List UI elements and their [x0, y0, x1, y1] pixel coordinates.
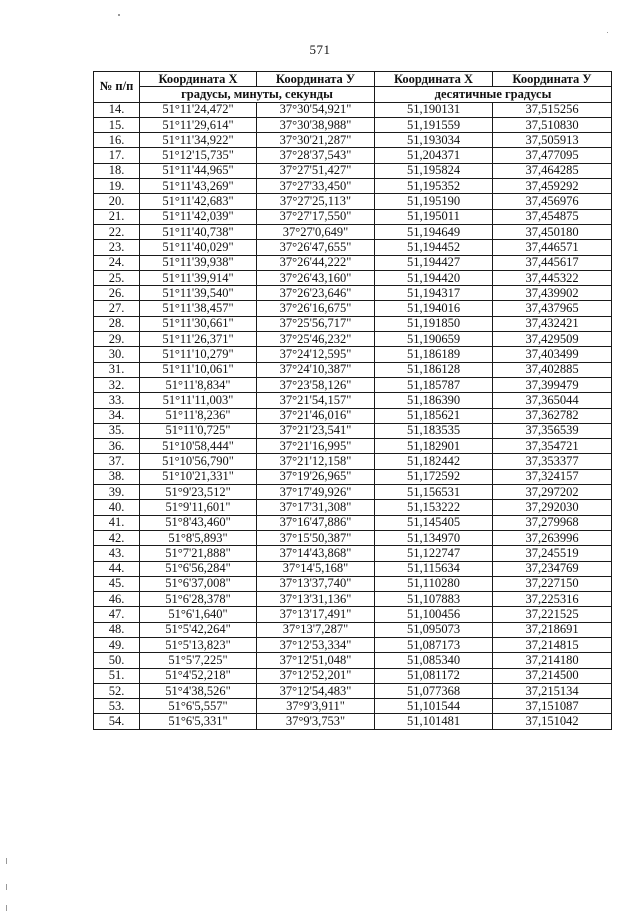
- cell-coord-y-decimal: 37,429509: [493, 332, 612, 347]
- cell-coord-x-dms: 51°6'56,284": [140, 561, 257, 576]
- cell-coord-x-decimal: 51,122747: [375, 546, 493, 561]
- table-row: [94, 301, 612, 316]
- cell-coord-x-dms: 51°8'5,893": [140, 530, 257, 545]
- cell-row-index: 30.: [94, 347, 140, 362]
- table-row: [94, 530, 612, 545]
- cell-coord-y-decimal: 37,151087: [493, 699, 612, 714]
- cell-coord-y-dms: 37°21'12,158": [257, 454, 375, 469]
- cell-coord-x-decimal: 51,183535: [375, 423, 493, 438]
- table-row: [94, 699, 612, 714]
- cell-coord-y-decimal: 37,324157: [493, 469, 612, 484]
- cell-coord-y-decimal: 37,354721: [493, 439, 612, 454]
- cell-coord-y-dms: 37°15'50,387": [257, 530, 375, 545]
- cell-coord-x-decimal: 51,194016: [375, 301, 493, 316]
- table-row: [94, 668, 612, 683]
- cell-coord-x-decimal: 51,110280: [375, 576, 493, 591]
- header-dms-caption: градусы, минуты, секунды: [140, 87, 375, 102]
- cell-coord-y-dms: 37°9'3,753": [257, 714, 375, 729]
- cell-coord-x-decimal: 51,186128: [375, 362, 493, 377]
- cell-coord-y-dms: 37°26'47,655": [257, 240, 375, 255]
- cell-coord-x-decimal: 51,191559: [375, 117, 493, 132]
- cell-coord-y-decimal: 37,450180: [493, 224, 612, 239]
- table-row: [94, 714, 612, 729]
- cell-coord-x-dms: 51°11'0,725": [140, 423, 257, 438]
- cell-coord-x-dms: 51°6'37,008": [140, 576, 257, 591]
- cell-coord-x-decimal: 51,194420: [375, 270, 493, 285]
- cell-row-index: 39.: [94, 485, 140, 500]
- cell-coord-x-decimal: 51,191850: [375, 316, 493, 331]
- cell-coord-x-dms: 51°8'43,460": [140, 515, 257, 530]
- cell-coord-x-dms: 51°11'38,457": [140, 301, 257, 316]
- table-row: [94, 377, 612, 392]
- cell-coord-y-decimal: 37,432421: [493, 316, 612, 331]
- cell-row-index: 19.: [94, 179, 140, 194]
- cell-row-index: 49.: [94, 637, 140, 652]
- cell-coord-y-dms: 37°24'10,387": [257, 362, 375, 377]
- cell-coord-y-decimal: 37,445322: [493, 270, 612, 285]
- cell-coord-y-decimal: 37,234769: [493, 561, 612, 576]
- cell-coord-y-decimal: 37,399479: [493, 377, 612, 392]
- cell-coord-x-dms: 51°11'44,965": [140, 163, 257, 178]
- cell-coord-x-decimal: 51,185787: [375, 377, 493, 392]
- table-row: [94, 439, 612, 454]
- cell-coord-y-dms: 37°27'51,427": [257, 163, 375, 178]
- cell-coord-x-dms: 51°11'11,003": [140, 393, 257, 408]
- cell-coord-x-dms: 51°11'8,236": [140, 408, 257, 423]
- cell-coord-x-decimal: 51,182901: [375, 439, 493, 454]
- cell-coord-y-dms: 37°26'16,675": [257, 301, 375, 316]
- cell-coord-y-decimal: 37,365044: [493, 393, 612, 408]
- table-row: [94, 332, 612, 347]
- cell-coord-x-dms: 51°11'40,738": [140, 224, 257, 239]
- table-row: [94, 607, 612, 622]
- table-row: [94, 133, 612, 148]
- cell-coord-y-dms: 37°14'43,868": [257, 546, 375, 561]
- cell-row-index: 24.: [94, 255, 140, 270]
- scan-speck: [607, 32, 608, 33]
- table-row: [94, 270, 612, 285]
- cell-row-index: 27.: [94, 301, 140, 316]
- cell-coord-y-decimal: 37,505913: [493, 133, 612, 148]
- cell-coord-y-decimal: 37,445617: [493, 255, 612, 270]
- cell-coord-y-decimal: 37,225316: [493, 592, 612, 607]
- cell-coord-x-dms: 51°11'42,039": [140, 209, 257, 224]
- table-row: [94, 454, 612, 469]
- cell-coord-y-dms: 37°9'3,911": [257, 699, 375, 714]
- table-row: [94, 546, 612, 561]
- cell-coord-y-decimal: 37,353377: [493, 454, 612, 469]
- cell-row-index: 22.: [94, 224, 140, 239]
- cell-row-index: 14.: [94, 102, 140, 117]
- cell-coord-x-decimal: 51,100456: [375, 607, 493, 622]
- cell-row-index: 45.: [94, 576, 140, 591]
- cell-coord-y-dms: 37°24'12,595": [257, 347, 375, 362]
- table-row: [94, 485, 612, 500]
- cell-coord-x-dms: 51°11'8,834": [140, 377, 257, 392]
- cell-coord-y-dms: 37°28'37,543": [257, 148, 375, 163]
- cell-coord-x-dms: 51°6'5,557": [140, 699, 257, 714]
- table-body: [94, 102, 612, 729]
- cell-row-index: 35.: [94, 423, 140, 438]
- table-row: [94, 163, 612, 178]
- cell-coord-x-dms: 51°11'34,922": [140, 133, 257, 148]
- cell-row-index: 48.: [94, 622, 140, 637]
- cell-coord-y-decimal: 37,214815: [493, 637, 612, 652]
- cell-coord-x-decimal: 51,195352: [375, 179, 493, 194]
- cell-coord-x-dms: 51°11'39,540": [140, 286, 257, 301]
- cell-row-index: 31.: [94, 362, 140, 377]
- cell-coord-x-decimal: 51,182442: [375, 454, 493, 469]
- cell-row-index: 54.: [94, 714, 140, 729]
- header-coord-x-dms: Координата X: [140, 72, 257, 87]
- table-row: [94, 622, 612, 637]
- cell-coord-y-dms: 37°25'46,232": [257, 332, 375, 347]
- cell-row-index: 46.: [94, 592, 140, 607]
- cell-row-index: 18.: [94, 163, 140, 178]
- cell-coord-x-dms: 51°11'43,269": [140, 179, 257, 194]
- cell-coord-x-decimal: 51,195011: [375, 209, 493, 224]
- cell-coord-x-dms: 51°11'39,914": [140, 270, 257, 285]
- cell-coord-x-dms: 51°6'1,640": [140, 607, 257, 622]
- cell-coord-x-dms: 51°11'30,661": [140, 316, 257, 331]
- cell-row-index: 41.: [94, 515, 140, 530]
- cell-coord-y-dms: 37°19'26,965": [257, 469, 375, 484]
- table-row: [94, 500, 612, 515]
- cell-row-index: 51.: [94, 668, 140, 683]
- scan-edge-mark: [6, 858, 7, 864]
- cell-coord-y-decimal: 37,151042: [493, 714, 612, 729]
- cell-coord-y-decimal: 37,292030: [493, 500, 612, 515]
- header-coord-y-dms: Координата У: [257, 72, 375, 87]
- header-row-units: [94, 87, 612, 102]
- cell-coord-y-decimal: 37,515256: [493, 102, 612, 117]
- cell-coord-y-decimal: 37,221525: [493, 607, 612, 622]
- cell-coord-x-decimal: 51,087173: [375, 637, 493, 652]
- cell-coord-y-dms: 37°13'17,491": [257, 607, 375, 622]
- table-row: [94, 255, 612, 270]
- cell-row-index: 28.: [94, 316, 140, 331]
- cell-coord-x-decimal: 51,107883: [375, 592, 493, 607]
- cell-coord-y-decimal: 37,218691: [493, 622, 612, 637]
- cell-row-index: 15.: [94, 117, 140, 132]
- cell-coord-x-dms: 51°5'42,264": [140, 622, 257, 637]
- cell-coord-x-dms: 51°11'29,614": [140, 117, 257, 132]
- cell-coord-y-dms: 37°13'37,740": [257, 576, 375, 591]
- cell-coord-y-dms: 37°12'53,334": [257, 637, 375, 652]
- cell-coord-y-decimal: 37,446571: [493, 240, 612, 255]
- cell-coord-y-decimal: 37,356539: [493, 423, 612, 438]
- cell-row-index: 43.: [94, 546, 140, 561]
- cell-row-index: 21.: [94, 209, 140, 224]
- cell-coord-x-decimal: 51,085340: [375, 653, 493, 668]
- cell-coord-x-dms: 51°9'23,512": [140, 485, 257, 500]
- table-row: [94, 286, 612, 301]
- scan-speck: [118, 14, 120, 16]
- cell-coord-x-dms: 51°7'21,888": [140, 546, 257, 561]
- cell-coord-x-decimal: 51,193034: [375, 133, 493, 148]
- header-coord-y-decimal: Координата У: [493, 72, 612, 87]
- cell-coord-y-decimal: 37,214500: [493, 668, 612, 683]
- table-row: [94, 561, 612, 576]
- table-row: [94, 240, 612, 255]
- scan-edge-mark: [6, 884, 7, 890]
- cell-coord-y-dms: 37°12'52,201": [257, 668, 375, 683]
- cell-coord-y-decimal: 37,279968: [493, 515, 612, 530]
- cell-coord-x-decimal: 51,101544: [375, 699, 493, 714]
- table-header: [94, 72, 612, 103]
- coordinates-table: [93, 71, 612, 730]
- cell-coord-x-dms: 51°6'28,378": [140, 592, 257, 607]
- table-row: [94, 179, 612, 194]
- cell-coord-x-decimal: 51,190131: [375, 102, 493, 117]
- cell-coord-x-decimal: 51,185621: [375, 408, 493, 423]
- table-row: [94, 347, 612, 362]
- cell-coord-x-dms: 51°12'15,735": [140, 148, 257, 163]
- table-row: [94, 362, 612, 377]
- table-row: [94, 653, 612, 668]
- cell-row-index: 23.: [94, 240, 140, 255]
- cell-coord-y-decimal: 37,214180: [493, 653, 612, 668]
- table-row: [94, 102, 612, 117]
- header-coord-x-decimal: Координата X: [375, 72, 493, 87]
- cell-row-index: 33.: [94, 393, 140, 408]
- cell-coord-y-dms: 37°13'7,287": [257, 622, 375, 637]
- table-row: [94, 592, 612, 607]
- table-row: [94, 224, 612, 239]
- cell-coord-x-decimal: 51,194427: [375, 255, 493, 270]
- cell-coord-x-dms: 51°5'7,225": [140, 653, 257, 668]
- cell-coord-x-decimal: 51,195824: [375, 163, 493, 178]
- cell-coord-x-dms: 51°4'52,218": [140, 668, 257, 683]
- cell-coord-y-dms: 37°21'23,541": [257, 423, 375, 438]
- cell-coord-y-dms: 37°17'49,926": [257, 485, 375, 500]
- cell-coord-x-decimal: 51,194649: [375, 224, 493, 239]
- table-row: [94, 683, 612, 698]
- cell-coord-x-decimal: 51,186390: [375, 393, 493, 408]
- cell-row-index: 40.: [94, 500, 140, 515]
- cell-coord-y-decimal: 37,227150: [493, 576, 612, 591]
- cell-row-index: 44.: [94, 561, 140, 576]
- cell-coord-x-decimal: 51,194317: [375, 286, 493, 301]
- cell-row-index: 36.: [94, 439, 140, 454]
- cell-row-index: 52.: [94, 683, 140, 698]
- table-row: [94, 209, 612, 224]
- cell-coord-x-decimal: 51,077368: [375, 683, 493, 698]
- cell-coord-x-dms: 51°11'40,029": [140, 240, 257, 255]
- cell-coord-y-decimal: 37,477095: [493, 148, 612, 163]
- table-row: [94, 117, 612, 132]
- cell-coord-y-dms: 37°23'58,126": [257, 377, 375, 392]
- cell-coord-y-dms: 37°26'43,160": [257, 270, 375, 285]
- table-row: [94, 576, 612, 591]
- table-row: [94, 423, 612, 438]
- cell-coord-y-dms: 37°14'5,168": [257, 561, 375, 576]
- cell-coord-y-dms: 37°25'56,717": [257, 316, 375, 331]
- cell-coord-x-decimal: 51,186189: [375, 347, 493, 362]
- cell-coord-y-dms: 37°16'47,886": [257, 515, 375, 530]
- cell-coord-x-decimal: 51,134970: [375, 530, 493, 545]
- cell-coord-y-decimal: 37,456976: [493, 194, 612, 209]
- table-row: [94, 194, 612, 209]
- cell-coord-x-dms: 51°4'38,526": [140, 683, 257, 698]
- cell-coord-x-dms: 51°10'56,790": [140, 454, 257, 469]
- cell-coord-x-dms: 51°11'26,371": [140, 332, 257, 347]
- cell-coord-y-dms: 37°26'44,222": [257, 255, 375, 270]
- cell-coord-x-dms: 51°11'39,938": [140, 255, 257, 270]
- table-row: [94, 316, 612, 331]
- cell-coord-y-dms: 37°12'51,048": [257, 653, 375, 668]
- cell-row-index: 47.: [94, 607, 140, 622]
- cell-coord-y-decimal: 37,362782: [493, 408, 612, 423]
- cell-coord-y-decimal: 37,437965: [493, 301, 612, 316]
- cell-coord-x-decimal: 51,101481: [375, 714, 493, 729]
- cell-coord-y-decimal: 37,459292: [493, 179, 612, 194]
- cell-coord-x-dms: 51°11'42,683": [140, 194, 257, 209]
- cell-row-index: 38.: [94, 469, 140, 484]
- cell-row-index: 29.: [94, 332, 140, 347]
- cell-coord-y-decimal: 37,454875: [493, 209, 612, 224]
- cell-coord-y-dms: 37°17'31,308": [257, 500, 375, 515]
- cell-coord-y-decimal: 37,297202: [493, 485, 612, 500]
- cell-row-index: 26.: [94, 286, 140, 301]
- scan-edge-mark: [6, 905, 7, 911]
- cell-coord-x-dms: 51°6'5,331": [140, 714, 257, 729]
- cell-row-index: 16.: [94, 133, 140, 148]
- cell-coord-y-decimal: 37,510830: [493, 117, 612, 132]
- cell-coord-x-dms: 51°9'11,601": [140, 500, 257, 515]
- cell-coord-x-dms: 51°10'21,331": [140, 469, 257, 484]
- cell-coord-y-decimal: 37,215134: [493, 683, 612, 698]
- cell-row-index: 42.: [94, 530, 140, 545]
- cell-row-index: 50.: [94, 653, 140, 668]
- cell-coord-x-decimal: 51,195190: [375, 194, 493, 209]
- cell-coord-y-dms: 37°30'38,988": [257, 117, 375, 132]
- table-row: [94, 393, 612, 408]
- table-row: [94, 408, 612, 423]
- cell-coord-y-decimal: 37,439902: [493, 286, 612, 301]
- cell-coord-x-decimal: 51,095073: [375, 622, 493, 637]
- cell-coord-y-decimal: 37,464285: [493, 163, 612, 178]
- cell-coord-y-decimal: 37,402885: [493, 362, 612, 377]
- cell-coord-y-dms: 37°26'23,646": [257, 286, 375, 301]
- cell-coord-y-dms: 37°27'17,550": [257, 209, 375, 224]
- cell-row-index: 25.: [94, 270, 140, 285]
- cell-coord-y-decimal: 37,263996: [493, 530, 612, 545]
- cell-coord-x-decimal: 51,115634: [375, 561, 493, 576]
- cell-coord-x-decimal: 51,190659: [375, 332, 493, 347]
- table-row: [94, 469, 612, 484]
- page-number: 571: [309, 42, 331, 57]
- cell-row-index: 32.: [94, 377, 140, 392]
- cell-coord-x-decimal: 51,204371: [375, 148, 493, 163]
- cell-coord-y-dms: 37°12'54,483": [257, 683, 375, 698]
- cell-coord-x-decimal: 51,172592: [375, 469, 493, 484]
- cell-row-index: 17.: [94, 148, 140, 163]
- cell-coord-y-dms: 37°30'54,921": [257, 102, 375, 117]
- cell-coord-y-decimal: 37,245519: [493, 546, 612, 561]
- cell-coord-x-dms: 51°5'13,823": [140, 637, 257, 652]
- header-row-titles: [94, 72, 612, 87]
- header-decimal-caption: десятичные градусы: [375, 87, 612, 102]
- cell-row-index: 53.: [94, 699, 140, 714]
- cell-coord-x-dms: 51°11'24,472": [140, 102, 257, 117]
- cell-coord-y-dms: 37°30'21,287": [257, 133, 375, 148]
- cell-coord-y-dms: 37°21'54,157": [257, 393, 375, 408]
- cell-coord-y-dms: 37°21'46,016": [257, 408, 375, 423]
- cell-coord-x-dms: 51°11'10,279": [140, 347, 257, 362]
- table-row: [94, 515, 612, 530]
- cell-row-index: 37.: [94, 454, 140, 469]
- cell-coord-x-decimal: 51,194452: [375, 240, 493, 255]
- cell-coord-x-decimal: 51,153222: [375, 500, 493, 515]
- header-index: № п/п: [94, 72, 140, 103]
- cell-coord-y-dms: 37°27'25,113": [257, 194, 375, 209]
- cell-coord-x-dms: 51°10'58,444": [140, 439, 257, 454]
- cell-coord-y-dms: 37°21'16,995": [257, 439, 375, 454]
- cell-coord-y-dms: 37°27'33,450": [257, 179, 375, 194]
- cell-coord-x-decimal: 51,156531: [375, 485, 493, 500]
- cell-coord-y-dms: 37°27'0,649": [257, 224, 375, 239]
- cell-coord-x-decimal: 51,081172: [375, 668, 493, 683]
- cell-coord-x-decimal: 51,145405: [375, 515, 493, 530]
- table-row: [94, 148, 612, 163]
- cell-coord-y-dms: 37°13'31,136": [257, 592, 375, 607]
- cell-coord-y-decimal: 37,403499: [493, 347, 612, 362]
- cell-coord-x-dms: 51°11'10,061": [140, 362, 257, 377]
- cell-row-index: 20.: [94, 194, 140, 209]
- cell-row-index: 34.: [94, 408, 140, 423]
- table-row: [94, 637, 612, 652]
